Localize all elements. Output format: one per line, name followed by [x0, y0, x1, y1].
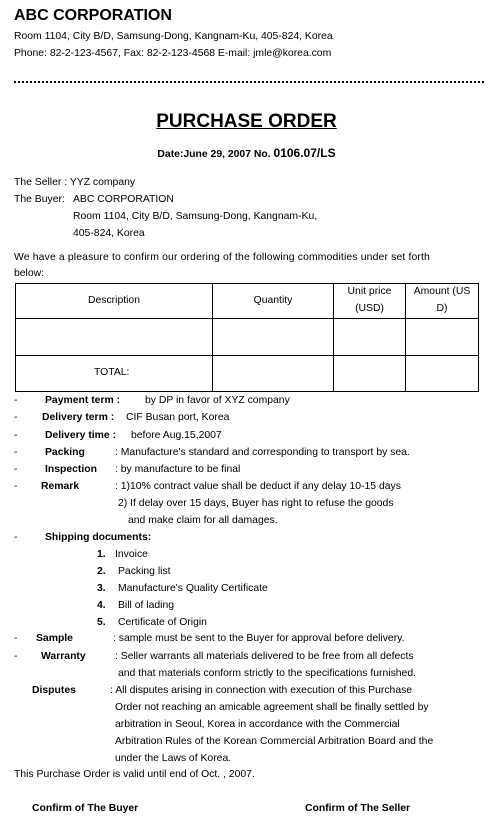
- packing-value: : Manufacture's standard and corresponding to transport by sea.: [115, 447, 410, 458]
- dotted-divider: [14, 81, 484, 83]
- date-line: [0, 146, 493, 161]
- remark-value: : 1)10% contract value shall be deduct if any delay 10-15 days: [115, 481, 401, 492]
- term-dash: -: [14, 447, 18, 458]
- disputes-line-4: Arbitration Rules of the Korean Commercial Arbitration Board and the: [115, 736, 434, 747]
- shipping-doc-packing-list: Packing list: [118, 566, 171, 577]
- remark-line-2: 2) If delay over 15 days, Buyer has right to refuse the goods: [118, 498, 394, 509]
- cell-quantity: [213, 319, 334, 356]
- remark-label: Remark: [41, 481, 80, 492]
- header-amount: Amount (US D): [406, 284, 479, 319]
- disputes-line-1: : All disputes arising in connection with execution of this Purchase: [110, 685, 413, 696]
- disputes-line-3: arbitration in Seoul, Korea in accordance with the Commercial: [115, 719, 400, 730]
- inspection-value: : by manufacture to be final: [115, 464, 241, 475]
- order-no-label: No.: [253, 149, 271, 160]
- term-dash: -: [14, 651, 18, 662]
- buyer-address-1: Room 1104, City B/D, Samsung-Dong, Kangnam-Ku,: [73, 211, 318, 222]
- delivery-term-label: Delivery term :: [42, 412, 115, 423]
- term-dash: -: [14, 532, 18, 543]
- inspection-label: Inspection: [45, 464, 97, 475]
- shipping-doc-cert-origin: Certificate of Origin: [118, 617, 207, 628]
- term-dash: -: [14, 430, 18, 441]
- confirm-buyer: Confirm of The Buyer: [32, 803, 139, 814]
- shipping-doc-invoice: Invoice: [115, 549, 148, 560]
- shipping-doc-num: 1.: [97, 549, 106, 560]
- delivery-time-value: before Aug.15,2007: [131, 430, 222, 441]
- header-description: Description: [16, 284, 213, 319]
- delivery-term-value: CIF Busan port, Korea: [126, 412, 230, 423]
- buyer-name: ABC CORPORATION: [73, 194, 174, 205]
- document-title: PURCHASE ORDER: [156, 111, 337, 132]
- shipping-doc-num: 5.: [97, 617, 106, 628]
- disputes-label: Disputes: [32, 685, 76, 696]
- order-date: Date:June 29, 2007: [157, 149, 251, 160]
- total-amount: [406, 356, 479, 392]
- company-contact: Phone: 82-2-123-4567, Fax: 82-2-123-4568 E-mail: jmle@korea.com: [14, 48, 332, 59]
- commodity-table: [15, 283, 479, 392]
- term-dash: -: [14, 481, 18, 492]
- remark-line-3: and make claim for all damages.: [128, 515, 278, 526]
- total-label: TOTAL:: [16, 356, 213, 392]
- warranty-value: : Seller warrants all materials delivered to be free from all defects: [115, 651, 414, 662]
- company-name: ABC CORPORATION: [14, 7, 172, 24]
- payment-term-value: by DP in favor of XYZ company: [145, 395, 290, 406]
- term-dash: -: [14, 395, 18, 406]
- shipping-doc-num: 2.: [97, 566, 106, 577]
- cell-description: [16, 319, 213, 356]
- company-address: Room 1104, City B/D, Samsung-Dong, Kangnam-Ku, 405-824, Korea: [14, 31, 333, 42]
- warranty-label: Warranty: [41, 651, 86, 662]
- disputes-line-5: under the Laws of Korea.: [115, 753, 232, 764]
- total-quantity: [213, 356, 334, 392]
- packing-label: Packing: [45, 447, 85, 458]
- shipping-doc-num: 4.: [97, 600, 106, 611]
- shipping-doc-bill-of-lading: Bill of lading: [118, 600, 175, 611]
- cell-amount: [406, 319, 479, 356]
- shipping-doc-quality-cert: Manufacture's Quality Certificate: [118, 583, 268, 594]
- warranty-line-2: and that materials conform strictly to the specifications furnished.: [118, 668, 417, 679]
- intro-line-2: below:: [14, 268, 45, 279]
- order-no-value: 0106.07/LS: [273, 146, 336, 160]
- term-dash: -: [14, 633, 18, 644]
- sample-value: : sample must be sent to the Buyer for approval before delivery.: [113, 633, 405, 644]
- delivery-time-label: Delivery time :: [45, 430, 117, 441]
- header-quantity: Quantity: [213, 284, 334, 319]
- term-dash: -: [14, 412, 18, 423]
- buyer-label: The Buyer:: [14, 194, 65, 205]
- disputes-line-2: Order not reaching an amicable agreement shall be finally settled by: [115, 702, 429, 713]
- validity-statement: This Purchase Order is valid until end of Oct. , 2007.: [14, 769, 255, 780]
- header-unit-price: Unit price (USD): [334, 284, 406, 319]
- intro-line-1: We have a pleasure to confirm our ordering of the following commodities under set forth: [14, 252, 430, 263]
- confirm-seller: Confirm of The Seller: [305, 803, 411, 814]
- shipping-doc-num: 3.: [97, 583, 106, 594]
- total-unit-price: [334, 356, 406, 392]
- buyer-address-2: 405-824, Korea: [73, 228, 145, 239]
- sample-label: Sample: [36, 633, 73, 644]
- seller-line: The Seller : YYZ company: [14, 177, 136, 188]
- cell-unit-price: [334, 319, 406, 356]
- term-dash: -: [14, 464, 18, 475]
- shipping-docs-label: Shipping documents:: [45, 532, 152, 543]
- payment-term-label: Payment term :: [45, 395, 121, 406]
